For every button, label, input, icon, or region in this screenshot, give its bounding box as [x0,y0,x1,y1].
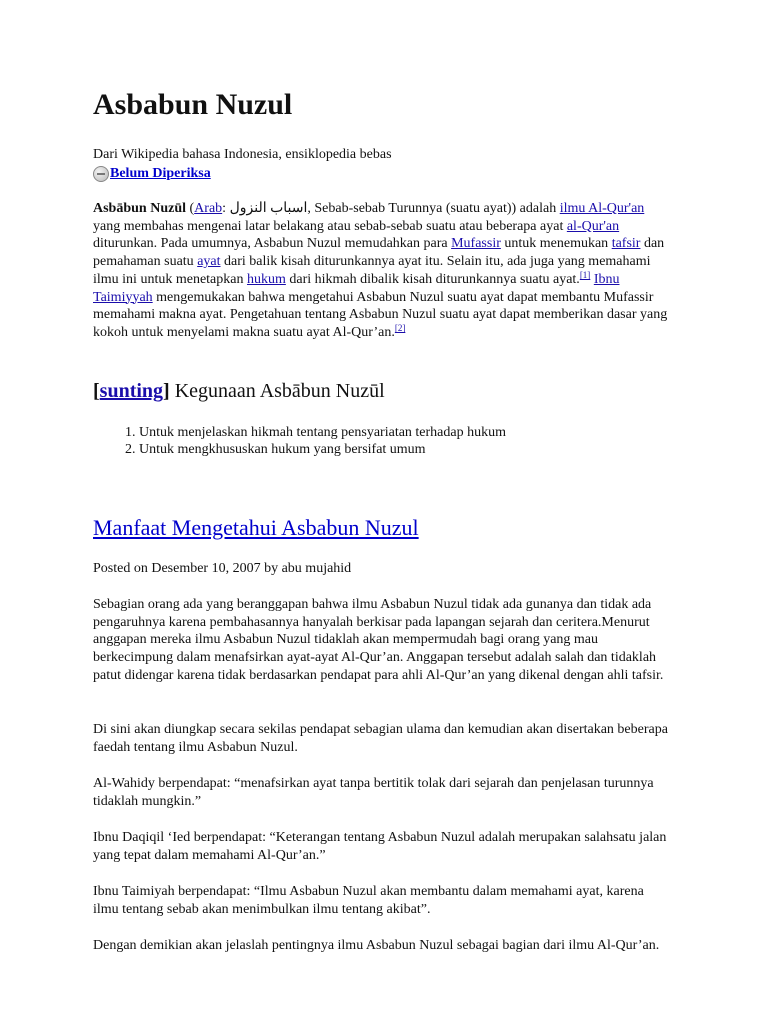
edit-section-link[interactable]: sunting [99,380,164,402]
intro-text: mengemukakan bahwa mengetahui Asbabun Nuzul suatu ayat dapat membantu Mufassir memahami makna ayat. Pengetahuan tentang Asbabun Nuzul suatu ayat dapat memberikan dasar yang kokoh untuk menyelami makna suatu ayat Al-Qur’an. [93,289,668,340]
reference-2-link[interactable]: [2] [394,322,406,333]
intro-text: diturunkan. Pada umumnya, Asbabun Nuzul memudahkan para [93,236,452,252]
review-status-icon [93,166,109,182]
intro-text: yang membahas mengenai latar belakang atau sebab-sebab suatu atau beberapa ayat [93,218,567,234]
intro-arabic-text: : اسباب النزول, Sebab-sebab Turunnya (suatu ayat)) adalah [222,201,560,216]
link-ilmu-al-quran[interactable]: ilmu Al-Qur'an [559,201,645,216]
link-ibnu-taimiyyah[interactable]: Ibnu Taimiyyah [93,271,620,305]
page-title: Asbabun Nuzul [93,88,293,121]
link-al-quran[interactable]: al-Qur'an [566,218,620,234]
intro-text: dari balik kisah diturunkannya ayat itu. Selain itu, ada juga yang memahami ilmu ini untuk menetapkan [93,254,651,287]
post-paragraph: Al-Wahidy berpendapat: “menafsirkan ayat tanpa bertitik tolak dari sejarah dan penjelasan turunnya tidaklah mungkin.” [93,776,654,809]
post-meta: Posted on Desember 10, 2007 by abu mujahid [93,561,352,576]
list-item: 2. Untuk mengkhususkan hukum yang bersifat umum [139,441,506,458]
post-paragraph: Ibnu Taimiyah berpendapat: “Ilmu Asbabun Nuzul akan membantu dalam memahami ayat, karena ilmu tentang sebab akan menimbulkan ilmu tentang akibat”. [93,884,644,917]
post-title-link[interactable]: Manfaat Mengetahui Asbabun Nuzul [93,515,419,540]
link-mufassir[interactable]: Mufassir [451,236,501,252]
post-paragraph: Dengan demikian akan jelaslah pentingnya ilmu Asbabun Nuzul sebagai bagian dari ilmu Al-Qur’an. [93,938,660,953]
post-paragraph: Sebagian orang ada yang beranggapan bahwa ilmu Asbabun Nuzul tidak ada gunanya dan tidak ada pengaruhnya karena pembahasannya hanyalah berkisar pada lapangan sejarah dan ceritera.Menurut anggapan mereka ilmu Asbabun Nuzul tidaklah akan mempermudah bagi orang yang mau berkecimpung dalam menafsirkan ayat-ayat Al-Qur’an. Anggapan tersebut adalah salah dan tidaklah patut didengar karena tidak berdasarkan pendapat para ahli Al-Qur’an yang dikenal dengan ahli tafsir. [93,597,664,683]
intro-text: untuk menemukan [500,236,612,252]
list-item: 1. Untuk menjelaskan hikmah tentang pensyariatan terhadap hukum [139,424,506,441]
intro-term: Asbābun Nuzūl [93,201,186,216]
uses-list [93,424,506,458]
reference-1-link[interactable]: [1] [579,269,591,280]
link-hukum[interactable]: hukum [246,271,286,287]
post-paragraph: Di sini akan diungkap secara sekilas pendapat sebagian ulama dan kemudian akan disertakan beberapa faedah tentang ilmu Asbabun Nuzul. [93,722,668,755]
link-tafsir[interactable]: tafsir [611,236,641,252]
section-heading [93,380,385,403]
edit-bracket-open: [ [93,380,100,402]
intro-text: dan pemahaman suatu [93,236,665,270]
review-status-link[interactable]: Belum Diperiksa [110,166,211,181]
section-heading-text: Kegunaan Asbābun Nuzūl [174,380,385,402]
edit-bracket-close: ] [163,380,175,402]
intro-paragraph [93,200,671,342]
link-arab[interactable]: Arab [194,201,223,216]
page-subtitle: Dari Wikipedia bahasa Indonesia, ensiklopedia bebas [93,147,392,162]
post-paragraph: Ibnu Daqiqil ‘Ied berpendapat: “Keterangan tentang Asbabun Nuzul adalah merupakan salahsatu jalan yang tepat dalam memahami Al-Qur’an.” [93,830,667,863]
link-ayat[interactable]: ayat [197,254,221,270]
intro-text: dari hikmah dibalik kisah diturunkannya suatu ayat. [285,271,580,287]
intro-text: ( [186,201,195,216]
review-status [93,164,211,184]
